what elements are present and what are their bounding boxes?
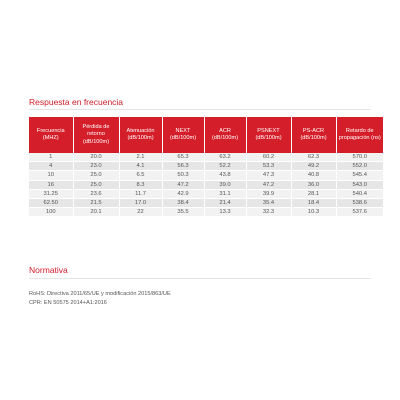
table-cell: 4 <box>29 162 73 171</box>
table-cell: 50.3 <box>162 171 204 180</box>
table-cell: 47.2 <box>162 180 204 189</box>
frequency-response-table <box>29 117 383 217</box>
table-row <box>29 208 383 217</box>
table-cell: 537.6 <box>336 208 383 217</box>
table-cell: 538.6 <box>336 199 383 208</box>
column-header-ps-acr: PS-ACR (dB/100m) <box>291 117 336 153</box>
table-cell: 2.1 <box>119 153 162 162</box>
table-cell: 21.5 <box>73 199 119 208</box>
table-row <box>29 171 383 180</box>
normativa-rohs: RoHS: Directiva 2011/65/UE y modificación 2015/863/UE <box>29 291 171 297</box>
table-cell: 47.3 <box>246 171 291 180</box>
table-cell: 100 <box>29 208 73 217</box>
table-cell: 540.4 <box>336 189 383 198</box>
table-cell: 22 <box>119 208 162 217</box>
table-cell: 21.4 <box>204 199 246 208</box>
table-row <box>29 153 383 162</box>
table-cell: 543.0 <box>336 180 383 189</box>
table-cell: 39.9 <box>246 189 291 198</box>
column-header-atenuacion: Atenuación (dB/100m) <box>119 117 162 153</box>
table-header-row <box>29 117 383 153</box>
table-cell: 42.9 <box>162 189 204 198</box>
table-cell: 18.4 <box>291 199 336 208</box>
table-cell: 570.0 <box>336 153 383 162</box>
table-cell: 545.4 <box>336 171 383 180</box>
section-title-normativa: Normativa <box>29 265 68 275</box>
table-cell: 552.0 <box>336 162 383 171</box>
table-cell: 11.7 <box>119 189 162 198</box>
table-cell: 63.2 <box>204 153 246 162</box>
column-header-frecuencia: Frecuencia (MHZ) <box>29 117 73 153</box>
table-cell: 40.8 <box>291 171 336 180</box>
table-cell: 39.0 <box>204 180 246 189</box>
table-cell: 38.4 <box>162 199 204 208</box>
table-cell: 36.0 <box>291 180 336 189</box>
table-cell: 28.1 <box>291 189 336 198</box>
table-cell: 23.0 <box>73 162 119 171</box>
section-title-frecuencia: Respuesta en frecuencia <box>29 97 124 107</box>
table-cell: 20.0 <box>73 153 119 162</box>
table-cell: 31.25 <box>29 189 73 198</box>
column-header-acr: ACR (dB/100m) <box>204 117 246 153</box>
table-cell: 65.3 <box>162 153 204 162</box>
table-row <box>29 199 383 208</box>
table-cell: 53.3 <box>246 162 291 171</box>
table-cell: 62.50 <box>29 199 73 208</box>
table-cell: 47.2 <box>246 180 291 189</box>
column-header-retardo: Retardo de propagación (ns) <box>336 117 383 153</box>
column-header-psnext: PSNEXT (dB/100m) <box>246 117 291 153</box>
table-cell: 32.3 <box>246 208 291 217</box>
table-cell: 17.0 <box>119 199 162 208</box>
section-divider <box>29 278 371 279</box>
column-header-perdida-retorno: Pérdida de retorno (dB/100m) <box>73 117 119 153</box>
table-cell: 49.2 <box>291 162 336 171</box>
table-cell: 60.2 <box>246 153 291 162</box>
table-cell: 56.3 <box>162 162 204 171</box>
table-cell: 35.5 <box>162 208 204 217</box>
table-cell: 25.0 <box>73 180 119 189</box>
table-cell: 20.1 <box>73 208 119 217</box>
table-cell: 13.3 <box>204 208 246 217</box>
table-row <box>29 180 383 189</box>
table-cell: 43.8 <box>204 171 246 180</box>
table-cell: 16 <box>29 180 73 189</box>
table-cell: 10.3 <box>291 208 336 217</box>
table-cell: 6.5 <box>119 171 162 180</box>
table-cell: 62.3 <box>291 153 336 162</box>
section-divider <box>29 109 371 110</box>
table-cell: 35.4 <box>246 199 291 208</box>
table-cell: 25.0 <box>73 171 119 180</box>
table-row <box>29 162 383 171</box>
table-cell: 52.2 <box>204 162 246 171</box>
table-cell: 10 <box>29 171 73 180</box>
table-cell: 23.6 <box>73 189 119 198</box>
normativa-cpr: CPR: EN 50575 2014+A1:2016 <box>29 300 107 306</box>
table-cell: 31.1 <box>204 189 246 198</box>
table-cell: 8.3 <box>119 180 162 189</box>
table-cell: 4.1 <box>119 162 162 171</box>
table-cell: 1 <box>29 153 73 162</box>
table-row <box>29 189 383 198</box>
column-header-next: NEXT (dB/100m) <box>162 117 204 153</box>
